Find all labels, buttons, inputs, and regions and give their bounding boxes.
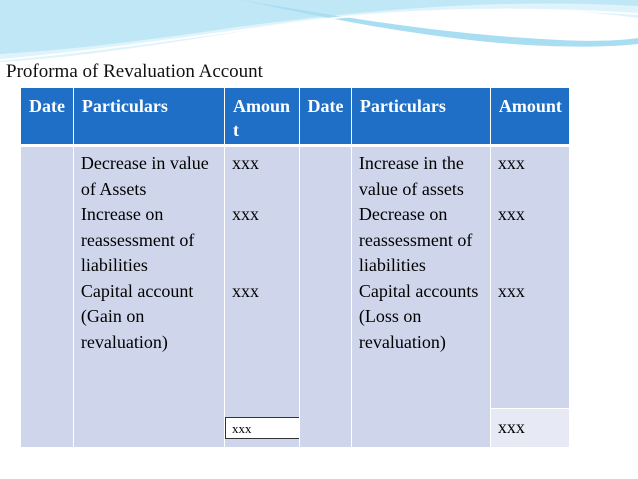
total-date-right: [299, 409, 351, 447]
total-particulars-right: [351, 409, 490, 447]
revaluation-account-table: [21, 88, 569, 447]
debit-item: Decrease in value of Assets: [80, 153, 209, 199]
debit-amount: xxx: [231, 153, 259, 173]
header-particulars-left: Particulars: [73, 88, 224, 146]
total-amount-right: xxx: [490, 409, 569, 447]
credit-amount: xxx: [497, 204, 525, 224]
credit-date-cell: [299, 146, 351, 409]
credit-amount: xxx: [497, 281, 525, 301]
total-particulars-left: [73, 409, 224, 447]
totals-row: [21, 409, 569, 447]
debit-date-cell: [21, 146, 73, 409]
header-particulars-right: Particulars: [351, 88, 490, 146]
header-date-right: Date: [299, 88, 351, 146]
total-amount-left: xxx: [225, 417, 303, 439]
debit-amount: xxx: [231, 204, 259, 224]
header-row: [21, 88, 569, 146]
header-amount-right: Amount: [490, 88, 569, 146]
credit-amount-cell: [490, 146, 569, 409]
debit-item: Capital account (Gain on revaluation): [80, 280, 194, 352]
debit-item: Increase on reassessment of liabilities: [80, 204, 195, 275]
header-date-left: Date: [21, 88, 73, 146]
header-amount-left: Amount: [224, 88, 299, 146]
credit-item: Increase in the value of assets: [358, 153, 464, 199]
slide-title: Proforma of Revaluation Account: [6, 61, 263, 82]
credit-amount: xxx: [497, 153, 525, 173]
total-date-left: [21, 409, 73, 447]
credit-particulars-cell: [351, 146, 490, 409]
decorative-swoosh: [0, 0, 638, 70]
credit-item: Capital accounts (Loss on revaluation): [358, 280, 479, 352]
credit-item: Decrease on reassessment of liabilities: [358, 204, 473, 275]
debit-particulars-cell: [73, 146, 224, 409]
total-amount-left-cell: [224, 409, 299, 447]
table-row: [21, 146, 569, 409]
debit-amount-cell: [224, 146, 299, 409]
debit-amount: xxx: [231, 281, 259, 301]
